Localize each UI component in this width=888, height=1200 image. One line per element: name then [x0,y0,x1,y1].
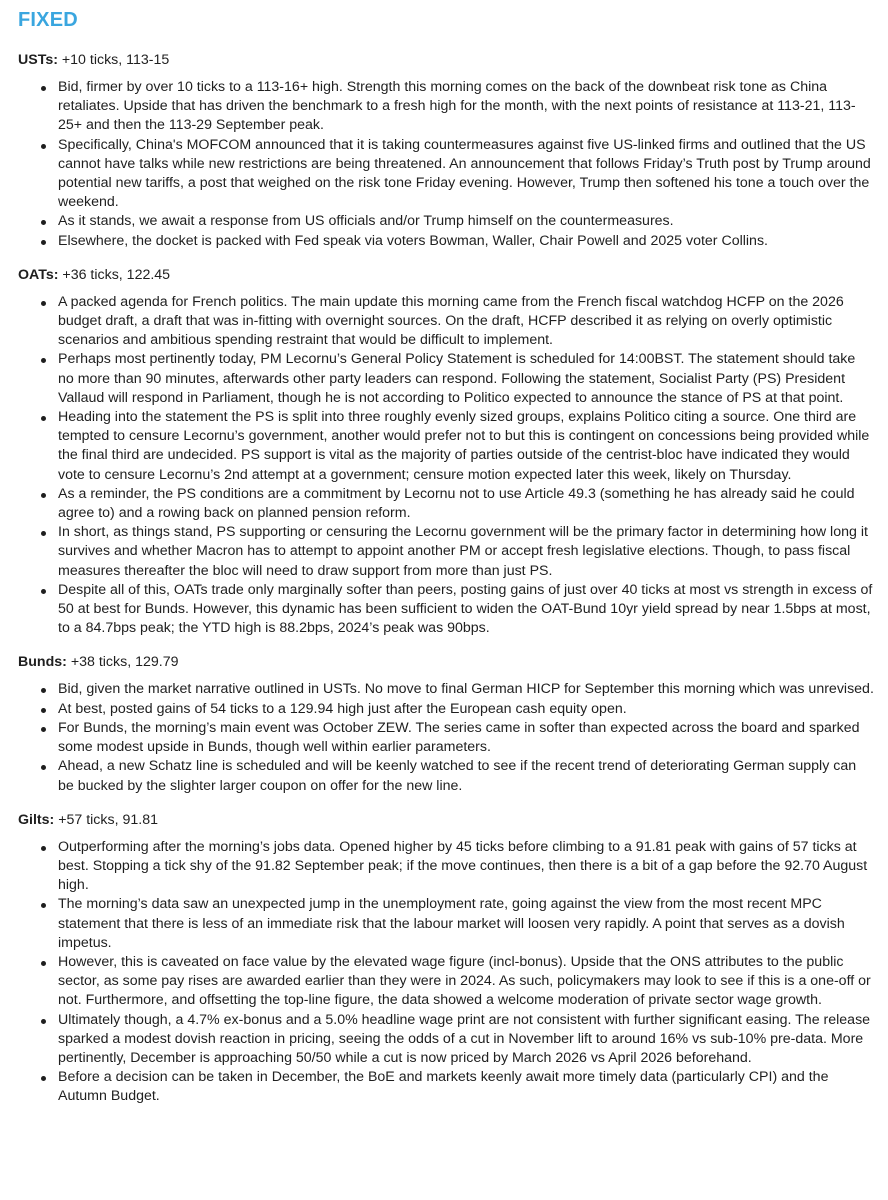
list-item [18,1011,874,1069]
bullet-list [18,680,874,795]
bullet-text: A packed agenda for French politics. The main update this morning came from the French fiscal watchdog HCFP on the 2026 budget draft, a draft that was in-fitting with overnight sources. On the draft, HCFP described it as relying on overly optimistic scenarios and ambitious spending restraint that would be difficult to implement. [58,293,844,349]
section-name: USTs: [18,52,58,68]
bullet-text: Elsewhere, the docket is packed with Fed speak via voters Bowman, Waller, Chair Powell and 2025 voter Collins. [58,232,768,249]
list-item [18,293,874,351]
bullet-text: Perhaps most pertinently today, PM Lecornu’s General Policy Statement is scheduled for 14:00BST. The statement should take no more than 90 minutes, afterwards other party leaders can respond. Following the statement, Socialist Party (PS) President Vallaud will respond in Parliament, though he is not according to Politico expected to announce the stance of PS at that point. [58,351,856,406]
section-summary: +36 ticks, 122.45 [58,266,171,283]
section-gilts [18,810,874,1107]
bullet-dot-icon [41,688,46,693]
bullet-dot-icon [41,144,46,149]
bullet-dot-icon [41,220,46,225]
bullet-text: However, this is caveated on face value by the elevated wage figure (incl-bonus). Upside that the ONS attributes to the public sector, as some pay rises are awarded earlier than they were in 2024. As such, policymakers may look to see if this is a one-off or not. Furthermore, and offsetting the top-line figure, the data showed a welcome moderation of private sector wage growth. [58,953,871,1009]
bullet-dot-icon [41,1076,46,1081]
bullet-list [18,78,874,251]
bullet-text: Heading into the statement the PS is split into three roughly evenly sized groups, explains Politico citing a source. One third are tempted to censure Lecornu’s government, another would prefer not to but this is contingent on concessions being provided while the final third are undecided. PS support is vital as the majority of parties outside of the centrist-bloc have indicated they would vote to censure Lecornu’s 2nd attempt at a government; censure motion expected later this week, likely on Thursday. [58,409,870,483]
bullet-text: As a reminder, the PS conditions are a commitment by Lecornu not to use Article 49.3 (something he has already said he could agree to) and a rowing back on planned pension reform. [58,485,855,522]
list-item [18,1068,874,1106]
list-item [18,719,874,757]
list-item [18,232,874,251]
bullet-dot-icon [41,846,46,851]
bullet-dot-icon [41,358,46,363]
section-summary: +10 ticks, 113-15 [57,52,170,68]
bullet-dot-icon [41,961,46,966]
bullet-dot-icon [41,86,46,91]
list-item [18,212,874,231]
list-item [18,680,874,699]
section-summary: +38 ticks, 129.79 [66,654,179,671]
page-title: FIXED [18,9,78,31]
bullet-text: Specifically, China's MOFCOM announced that it is taking countermeasures against five US-linked firms and outlined that the US cannot have talks while new restrictions are being threatened. An announcement that follows Friday’s Truth post by Trump around potential new tariffs, a post that weighed on the risk tone Friday evening. However, Trump then softened his tone a touch over the weekend. [58,136,871,211]
list-item [18,700,874,719]
list-item [18,581,874,639]
bullet-dot-icon [41,727,46,732]
section-usts [18,50,874,251]
list-item [18,953,874,1011]
bullet-dot-icon [41,531,46,536]
list-item [18,523,874,581]
section-heading [18,810,874,830]
section-name: Gilts: [18,811,55,828]
list-item [18,350,874,408]
bullet-dot-icon [41,765,46,770]
list-item [18,485,874,523]
bullet-dot-icon [41,589,46,594]
section-heading [18,50,874,70]
bullet-text: As it stands, we await a response from US officials and/or Trump himself on the countermeasures. [58,213,674,230]
bullet-text: Ultimately though, a 4.7% ex-bonus and a 5.0% headline wage print are not consistent with further significant easing. The release sparked a modest dovish reaction in pricing, seeing the odds of a cut in November lift to around 16% vs sub-10% pre-data. More pertinently, December is approaching 50/50 while a cut is now priced by March 2026 vs April 2026 beforehand. [58,1011,871,1066]
bullet-list [18,293,874,639]
section-oats [18,265,874,639]
list-item [18,895,874,953]
bullet-dot-icon [41,301,46,306]
list-item [18,838,874,896]
bullet-text: Before a decision can be taken in December, the BoE and markets keenly await more timely data (particularly CPI) and the Autumn Budget. [58,1069,829,1105]
bullet-dot-icon [41,416,46,421]
bullet-text: Despite all of this, OATs trade only marginally softer than peers, posting gains of just over 40 ticks at most vs strength in excess of 50 at best for Bunds. However, this dynamic has been sufficient to widen the OAT-Bund 10yr yield spread by near 1.5bps at most, to a 84.7bps peak; the YTD high is 88.2bps, 2024’s peak was 90bps. [58,581,873,637]
bullet-dot-icon [41,903,46,908]
bullet-text: In short, as things stand, PS supporting or censuring the Lecornu government will be the primary factor in determining how long it survives and whether Macron has to attempt to appoint another PM or accept fresh legislative elections. Though, to pass fiscal measures thereafter the bloc will need to draw support from more than just PS. [58,524,868,579]
section-summary: +57 ticks, 91.81 [54,811,158,828]
list-item [18,136,874,213]
list-item [18,757,874,795]
section-heading [18,652,874,672]
section-heading [18,265,874,285]
bullet-text: Ahead, a new Schatz line is scheduled and will be keenly watched to see if the recent trend of deteriorating German supply can be bucked by the slighter larger coupon on offer for the new line. [58,758,857,794]
list-item [18,78,874,136]
bullet-text: For Bunds, the morning’s main event was October ZEW. The series came in softer than expected across the board and sparked some modest upside in Bunds, though well within earlier parameters. [58,719,860,756]
bullet-list [18,838,874,1107]
sections-container [18,50,874,1107]
list-item [18,408,874,485]
bullet-text: At best, posted gains of 54 ticks to a 129.94 high just after the European cash equity open. [58,700,627,717]
bullet-text: Bid, firmer by over 10 ticks to a 113-16+ high. Strength this morning comes on the back of the downbeat risk tone as China retaliates. Upside that has driven the benchmark to a fresh high for the month, with the next points of resistance at 113-21, 113-25+ and then the 113-29 September peak. [58,79,856,134]
bullet-dot-icon [41,708,46,713]
section-name: Bunds: [18,654,67,671]
section-bunds [18,652,874,795]
bullet-dot-icon [41,1019,46,1024]
bullet-text: Outperforming after the morning’s jobs data. Opened higher by 45 ticks before climbing to a 91.81 peak with gains of 57 ticks at best. Stopping a tick shy of the 91.82 September peak; if the move continues, then there is a bit of a gap before the 92.70 August high. [58,838,868,894]
section-name: OATs: [18,266,59,283]
bullet-dot-icon [41,240,46,245]
bullet-dot-icon [41,493,46,498]
bullet-text: Bid, given the market narrative outlined in USTs. No move to final German HICP for September this morning which was unrevised. [58,681,874,698]
bullet-text: The morning’s data saw an unexpected jump in the unemployment rate, going against the view from the most recent MPC statement that there is less of an immediate risk that the labour market will loosen very rapidly. A point that serves as a dovish impetus. [58,896,845,951]
